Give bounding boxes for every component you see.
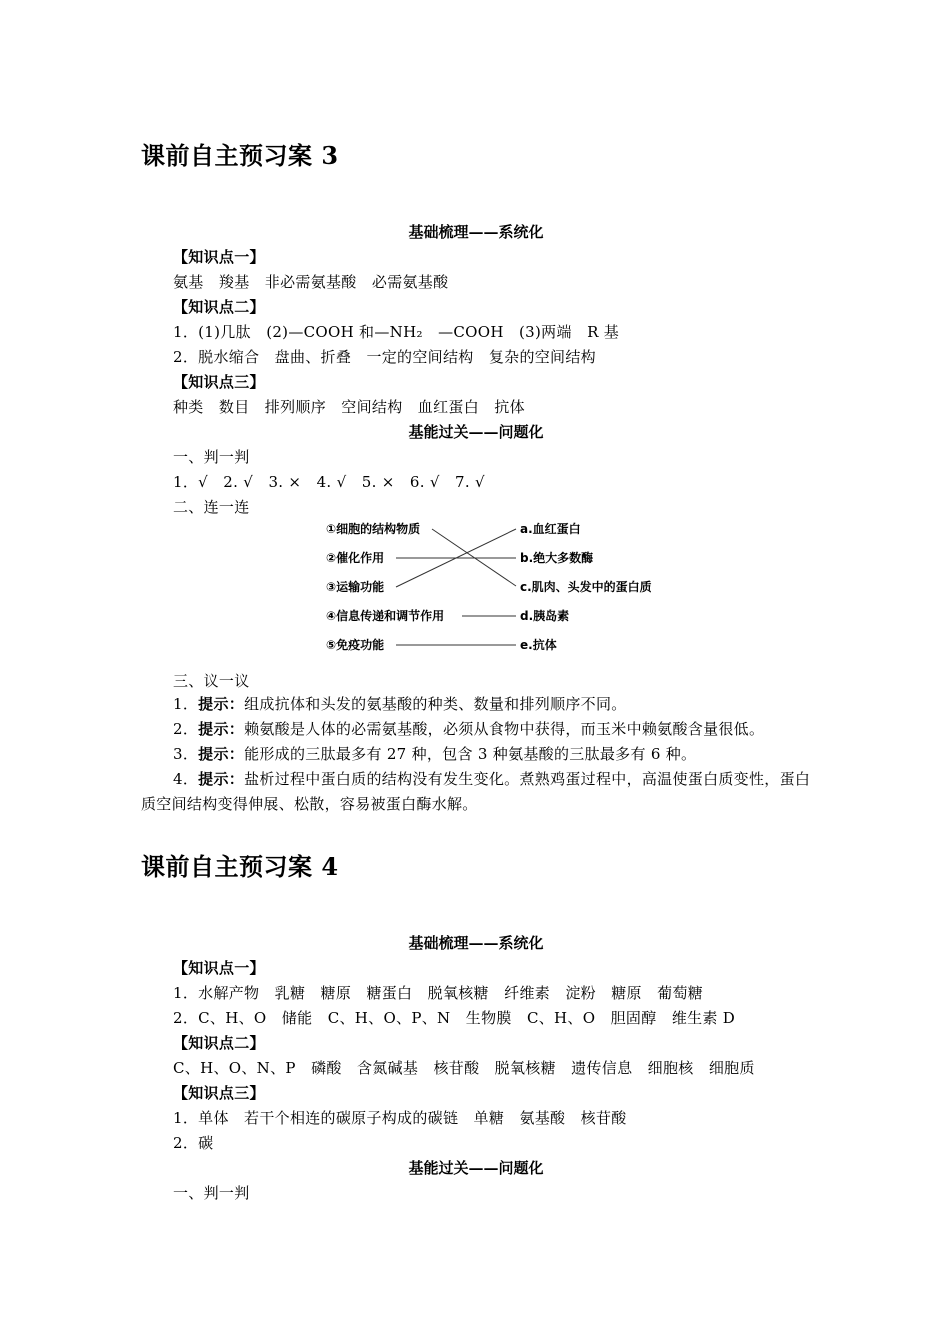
case3-discuss-heading: 三、议一议 bbox=[173, 672, 250, 690]
case4-section-basics: 基础梳理——系统化 bbox=[408, 934, 544, 952]
case4-kp1-answers-2: 2．C、H、O 储能 C、H、O、P、N 生物膜 C、H、O 胆固醇 维生素 D bbox=[173, 1009, 736, 1027]
right-item-d: d.胰岛素 bbox=[520, 609, 570, 623]
right-item-a: a.血红蛋白 bbox=[520, 522, 581, 536]
case3-judge-answers: 1．√ 2. √ 3. × 4. √ 5. × 6. √ 7. √ bbox=[173, 473, 485, 491]
case3-kp3-answers: 种类 数目 排列顺序 空间结构 血红蛋白 抗体 bbox=[173, 398, 525, 416]
case3-kp2-heading: 【知识点二】 bbox=[173, 298, 265, 316]
case3-section-skills: 基能过关——问题化 bbox=[408, 423, 544, 441]
discuss-item-3: 3．提示：能形成的三肽最多有 27 种，包含 3 种氨基酸的三肽最多有 6 种。 bbox=[173, 745, 697, 763]
discuss-item-2: 2．提示：赖氨酸是人体的必需氨基酸，必须从食物中获得，而玉米中赖氨酸含量很低。 bbox=[173, 720, 765, 738]
case4-kp1-heading: 【知识点一】 bbox=[173, 959, 265, 977]
case4-title: 课前自主预习案 4 bbox=[141, 852, 339, 881]
case4-kp1-answers-1: 1．水解产物 乳糖 糖原 糖蛋白 脱氧核糖 纤维素 淀粉 糖原 葡萄糖 bbox=[173, 984, 704, 1002]
case3-kp3-heading: 【知识点三】 bbox=[173, 373, 265, 391]
case4-kp2-heading: 【知识点二】 bbox=[173, 1034, 265, 1052]
right-column bbox=[520, 521, 652, 652]
case3-kp2-answers-1: 1．(1)几肽 (2)—COOH 和—NH₂ —COOH (3)两端 R 基 bbox=[173, 323, 620, 341]
right-item-e: e.抗体 bbox=[520, 638, 557, 652]
case3-judge-heading: 一、判一判 bbox=[173, 448, 250, 466]
case3-kp2-answers-2: 2．脱水缩合 盘曲、折叠 一定的空间结构 复杂的空间结构 bbox=[173, 348, 596, 366]
case4-kp3-answers-2: 2．碳 bbox=[173, 1134, 214, 1152]
case3-title: 课前自主预习案 3 bbox=[141, 141, 339, 170]
left-column bbox=[326, 521, 444, 652]
discuss-item-1: 1．提示：组成抗体和头发的氨基酸的种类、数量和排列顺序不同。 bbox=[173, 695, 627, 713]
left-item-4: ④信息传递和调节作用 bbox=[326, 609, 445, 623]
case3-kp1-heading: 【知识点一】 bbox=[173, 248, 265, 266]
right-item-c: c.肌肉、头发中的蛋白质 bbox=[520, 580, 652, 594]
case4-kp3-answers-1: 1．单体 若干个相连的碳原子构成的碳链 单糖 氨基酸 核苷酸 bbox=[173, 1109, 627, 1127]
case3-section-basics: 基础梳理——系统化 bbox=[408, 223, 544, 241]
left-item-2: ②催化作用 bbox=[326, 551, 385, 565]
case4-kp3-heading: 【知识点三】 bbox=[173, 1084, 265, 1102]
case4-kp2-answers: C、H、O、N、P 磷酸 含氮碱基 核苷酸 脱氧核糖 遗传信息 细胞核 细胞质 bbox=[173, 1059, 755, 1077]
case4-judge-heading: 一、判一判 bbox=[173, 1184, 250, 1202]
discuss-item-4: 4．提示：盐析过程中蛋白质的结构没有发生变化。煮熟鸡蛋过程中，高温使蛋白质变性，蛋白质空间结构变得伸展、松散，容易被蛋白酶水解。 bbox=[141, 770, 811, 813]
right-item-b: b.绝大多数酶 bbox=[520, 551, 594, 565]
case4-section-skills: 基能过关——问题化 bbox=[408, 1159, 544, 1177]
left-item-3: ③运输功能 bbox=[326, 580, 385, 594]
case3-kp1-answers: 氨基 羧基 非必需氨基酸 必需氨基酸 bbox=[173, 273, 449, 291]
left-item-1: ①细胞的结构物质 bbox=[326, 522, 421, 536]
case3-connect-heading: 二、连一连 bbox=[173, 498, 250, 516]
left-item-5: ⑤免疫功能 bbox=[326, 638, 385, 652]
matching-diagram bbox=[320, 516, 680, 661]
